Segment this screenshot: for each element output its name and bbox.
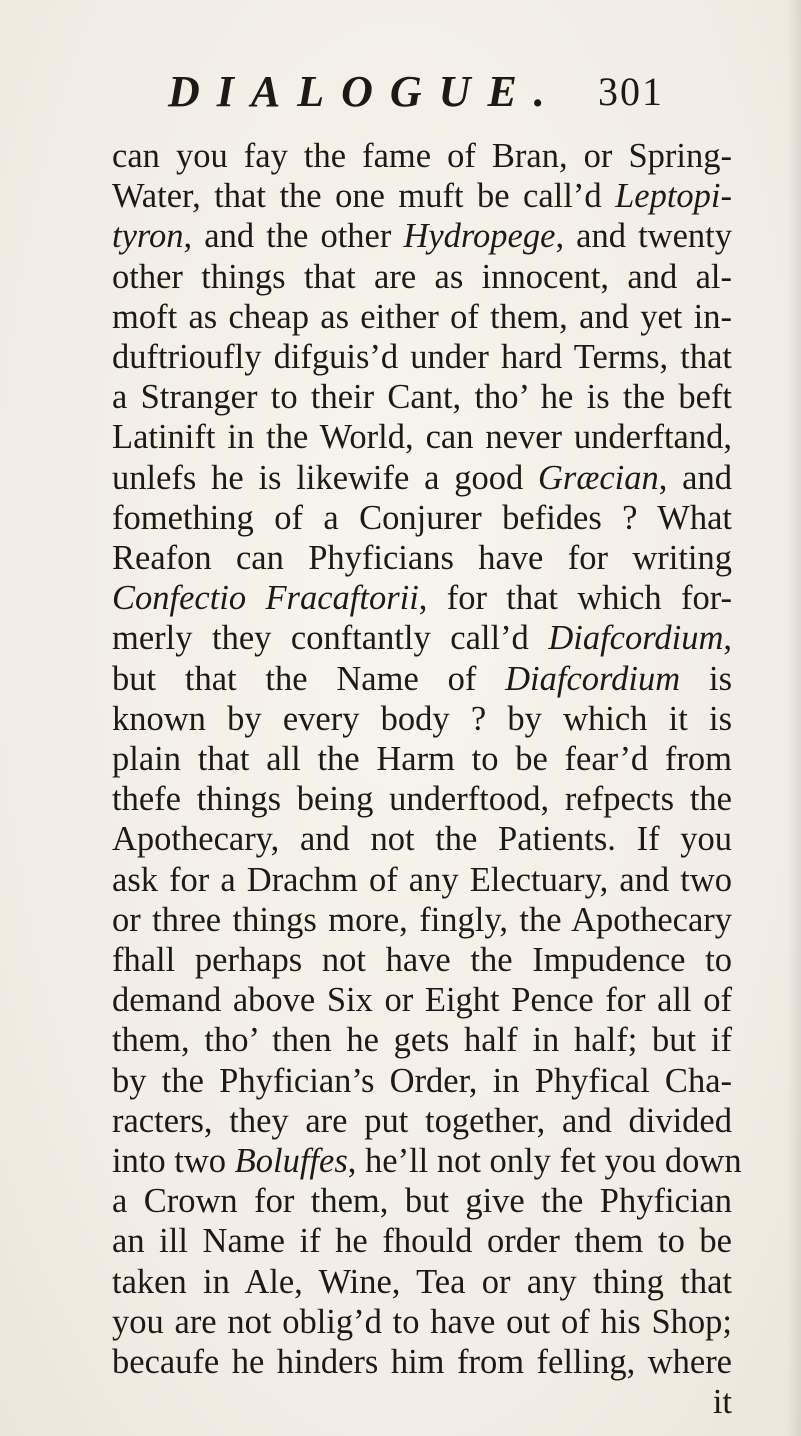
text-line: [112, 940, 732, 980]
text-line: [112, 1141, 742, 1181]
italic-text-segment: Confectio Fracaftorii: [112, 579, 419, 618]
text-segment: a Crown for them, but give the Phyfician: [112, 1182, 732, 1221]
text-segment: plain that all the Harm to be fear’d from: [112, 740, 732, 778]
text-line: [112, 980, 732, 1020]
text-segment: unlefs he is likewife a good: [112, 458, 539, 497]
text-segment: other things that are as innocent, and al-: [112, 257, 732, 296]
text-line: [112, 297, 732, 337]
text-segment: you are not oblig’d to have out of his Shop;: [112, 1302, 732, 1341]
text-segment: fhall perhaps not have the Impudence to: [112, 941, 732, 979]
text-segment: moft as cheap as either of them, and yet in-: [112, 297, 732, 336]
text-segment: Apothecary, and not the Patients. If you: [112, 820, 732, 859]
text-segment: Latinift in the World, can never underftand,: [112, 418, 732, 457]
text-segment: an ill Name if he fhould order them to be: [112, 1222, 732, 1261]
text-line: [112, 337, 732, 377]
text-segment: fomething of a Conjurer befides ? What: [112, 498, 732, 537]
italic-text-segment: Græcian: [538, 458, 659, 497]
text-segment: Reafon can Phyficians have for writing: [112, 539, 732, 577]
text-segment: or three things more, fingly, the Apothecary: [112, 900, 732, 939]
catchword: it: [712, 1383, 732, 1422]
text-segment: racters, they are put together, and divided: [112, 1101, 732, 1140]
text-segment: ,: [723, 619, 732, 658]
italic-text-segment: Hydropege: [403, 217, 556, 256]
text-line: [112, 659, 732, 699]
text-line: [112, 1061, 732, 1101]
page-edge-shadow: [787, 0, 801, 1436]
text-line: [112, 819, 732, 859]
text-line: [112, 860, 732, 900]
text-line: [112, 176, 732, 216]
text-line: [112, 618, 732, 658]
text-segment: but that the Name of: [112, 659, 506, 698]
text-line: [112, 377, 732, 417]
text-line: [112, 538, 732, 578]
text-segment: merly they conftantly call’d: [112, 619, 549, 658]
text-segment: can you fay the fame of Bran, or Spring-: [112, 137, 732, 175]
text-segment: ask for a Drachm of any Electuary, and two: [112, 860, 732, 899]
text-line: [112, 458, 732, 498]
text-line: [112, 1101, 732, 1141]
italic-text-segment: Diafcordium: [548, 619, 724, 658]
text-line: [112, 779, 732, 819]
text-line: [112, 1020, 732, 1060]
italic-text-segment: Boluffes: [234, 1142, 348, 1180]
running-head: DIALOGUE.: [168, 67, 562, 116]
text-segment: becaufe he hinders him from felling, where: [112, 1343, 732, 1381]
text-line: [112, 257, 732, 297]
text-segment: demand above Six or Eight Pence for all of: [112, 981, 732, 1020]
italic-text-segment: Leptopi-: [615, 177, 732, 216]
text-segment: , and: [658, 458, 732, 497]
text-segment: by the Phyfician’s Order, in Phyfical Cha-: [112, 1061, 732, 1100]
page-number: 301: [598, 69, 664, 114]
text-segment: taken in Ale, Wine, Tea or any thing that: [112, 1262, 732, 1301]
text-segment: duftrioufly difguis’d under hard Terms, that: [112, 338, 732, 376]
italic-text-segment: tyron: [112, 217, 184, 256]
text-line: [112, 498, 732, 538]
text-segment: , and twenty: [555, 217, 732, 256]
text-line: [112, 1262, 732, 1302]
text-segment: , for that which for-: [418, 579, 732, 618]
text-line: [112, 699, 732, 739]
text-segment: is: [680, 659, 732, 698]
text-line: [112, 578, 732, 618]
text-segment: , he’ll not only fet you down: [347, 1142, 742, 1180]
page-header: [168, 66, 688, 126]
text-segment: into two: [112, 1142, 235, 1180]
text-line: [112, 417, 732, 457]
text-line: [112, 216, 732, 256]
text-line: [112, 739, 732, 779]
text-line: [112, 1342, 732, 1382]
text-segment: known by every body ? by which it is: [112, 699, 732, 738]
text-segment: a Stranger to their Cant, tho’ he is the beft: [112, 378, 732, 417]
text-segment: thefe things being underftood, refpects the: [112, 780, 732, 819]
italic-text-segment: Diafcordium: [505, 659, 681, 698]
text-segment: them, tho’ then he gets half in half; but if: [112, 1021, 732, 1060]
text-line: [112, 1221, 732, 1261]
text-line: [112, 1181, 732, 1221]
text-segment: Water, that the one muft be call’d: [112, 177, 616, 216]
text-line: [112, 1302, 732, 1342]
text-segment: , and the other: [183, 217, 404, 256]
text-line: [112, 900, 732, 940]
text-line: [112, 136, 732, 176]
